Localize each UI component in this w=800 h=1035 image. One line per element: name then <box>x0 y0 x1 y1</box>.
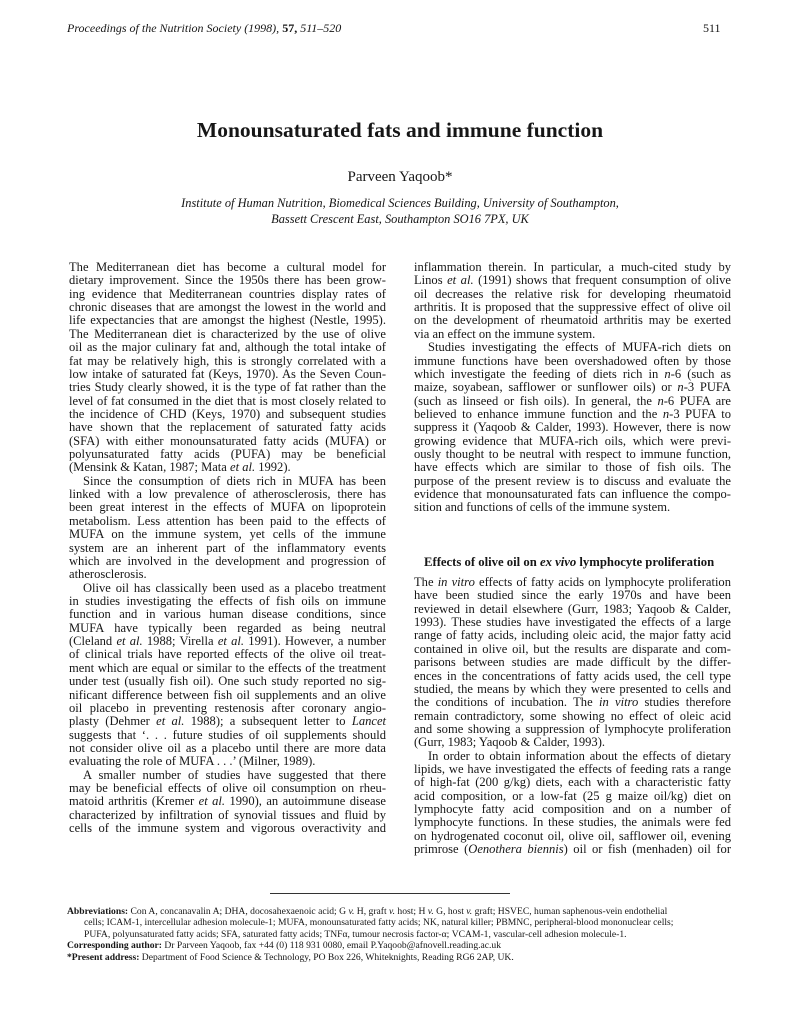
text-line <box>414 421 731 434</box>
text-run: have shown that the replacement of saturated fatty acids <box>69 420 386 435</box>
article-title: Monounsaturated fats and immune function <box>196 118 604 142</box>
text-run: parisons between studies are made difficult by the differ- <box>414 655 731 670</box>
text-line <box>414 763 731 776</box>
text-line <box>414 274 731 287</box>
text-run: H, graft <box>354 906 390 917</box>
text-line <box>67 929 747 940</box>
text-run: sition and functions of cells of the immune system. <box>414 500 671 515</box>
text-line <box>414 750 731 763</box>
text-line <box>414 461 731 474</box>
running-header-citation <box>67 21 341 36</box>
text-run: Linos <box>414 273 448 288</box>
text-line <box>414 395 731 408</box>
text-line <box>69 475 386 488</box>
affiliation-line: Bassett Crescent East, Southampton SO16 7PX, UK <box>271 212 529 226</box>
text-line <box>414 435 731 448</box>
text-run: (Cleland <box>69 634 117 649</box>
text-line <box>69 742 386 755</box>
text-line <box>414 488 731 501</box>
text-run: ences in the concentrations of fatty acids used, the cell type <box>414 668 731 683</box>
text-line <box>69 715 386 728</box>
text-line <box>69 675 386 688</box>
journal-name: Proceedings of the Nutrition Society <box>67 21 242 35</box>
footnote-divider <box>270 893 510 894</box>
text-run: of high-fat (200 g/kg) diets, each with a characteristic fatty <box>414 775 731 790</box>
text-line <box>69 689 386 702</box>
text-run: metabolism. Less attention has been paid to the effects of <box>69 513 386 528</box>
text-run: under test (usually fish oil). One such study reported no sig- <box>69 674 386 689</box>
italic-text: n <box>677 380 684 395</box>
text-run: Effects of olive oil on <box>424 555 540 569</box>
italic-text: v. <box>348 906 355 917</box>
text-line <box>414 381 731 394</box>
text-run: believed to enhance immune function and the <box>414 406 663 421</box>
text-run: oil decreases the relative risk for developing rheumatoid <box>414 286 731 301</box>
text-run: immune functions have been overshadowed often by those <box>414 353 731 368</box>
text-run: Olive oil has classically been used as a placebo treatment <box>83 580 386 595</box>
text-line <box>69 648 386 661</box>
text-line <box>69 395 386 408</box>
text-line <box>69 368 386 381</box>
text-line <box>414 603 731 616</box>
right-column-section <box>414 576 731 857</box>
text-run: Studies investigating the effects of MUFA-rich diets on <box>428 340 731 355</box>
text-line <box>414 355 731 368</box>
text-run: polyunsaturated fatty acids (PUFA) may be beneficial <box>69 447 386 462</box>
text-line <box>414 448 731 461</box>
page-number: 511 <box>703 21 721 35</box>
italic-text: Lancet <box>351 714 387 729</box>
text-run: on the development of rheumatoid arthritis may be exerted <box>414 313 731 328</box>
text-line <box>414 261 731 274</box>
text-line <box>69 769 386 782</box>
text-line <box>414 629 731 642</box>
text-run: host; H <box>395 906 428 917</box>
text-line <box>414 843 731 856</box>
text-line <box>69 822 386 835</box>
affiliation-line: Institute of Human Nutrition, Biomedical Sciences Building, University of Southampton, <box>181 196 619 210</box>
text-run: Dr Parveen Yaqoob, fax +44 (0) 118 931 0080, email P.Yaqoob@afnovell.reading.ac.uk <box>161 940 502 952</box>
text-run: ment which are equal or similar to the effects of the treatment <box>69 660 386 675</box>
text-run: level of fat consumed in the diet that is most closely related to <box>69 393 386 408</box>
italic-text: et al. <box>198 794 226 809</box>
text-line <box>69 261 386 274</box>
text-line <box>69 448 386 461</box>
text-line <box>414 314 731 327</box>
text-run: primrose ( <box>414 842 469 857</box>
text-run: MUFA on the immune system, yet cells of the immune <box>69 527 386 542</box>
text-line <box>69 341 386 354</box>
italic-text: ex vivo <box>539 555 577 569</box>
italic-text: et al. <box>447 273 474 288</box>
text-line <box>414 723 731 736</box>
text-run: may be beneficial effects of olive oil consumption on rheu- <box>69 781 386 796</box>
text-run: 1992). <box>255 460 291 475</box>
text-line <box>69 608 386 621</box>
text-run: (1991) shows that frequent consumption of olive <box>473 273 731 288</box>
text-run: suppress it (Yaqoob & Calder, 1993). However, there is now <box>414 420 731 435</box>
text-run: fat may be relatively high, this is strongly correlated with a <box>69 353 386 368</box>
text-line <box>414 301 731 314</box>
text-line <box>414 803 731 816</box>
text-run: suggests that ‘. . . future studies of oil supplements should <box>69 727 386 742</box>
text-run: oil as the major culinary fat and, although the total intake of <box>69 340 386 355</box>
text-run: not consider olive oil as a placebo until there are more data <box>69 740 386 755</box>
text-run: cells; ICAM-1, intercellular adhesion molecule-1; MUFA, monounsaturated fatty acids; NK, natural killer; PBMNC, peripheral-blood mononuclear cells; <box>84 917 674 929</box>
text-line <box>69 328 386 341</box>
text-line <box>414 696 731 709</box>
text-run: have effects which are similar to those of fish oils. The <box>414 460 731 475</box>
text-run: maize, soyabean, safflower or sunflower oils) or <box>414 380 678 395</box>
text-line <box>69 755 386 768</box>
text-line <box>67 952 747 963</box>
text-run: Since the consumption of diets rich in MUFA has been <box>83 473 386 488</box>
text-run: The Mediterranean diet is characterized by the use of olive <box>69 326 386 341</box>
text-line <box>69 782 386 795</box>
text-run: Department of Food Science & Technology, PO Box 226, Whiteknights, Reading RG6 2AP, UK. <box>139 951 514 963</box>
text-line <box>69 595 386 608</box>
text-run: plasty (Dehmer <box>69 714 157 729</box>
text-line <box>69 515 386 528</box>
text-run: the conditions of incubation. The <box>414 695 599 710</box>
text-run: lipids, we have investigated the effects of feeding rats a range <box>414 762 731 777</box>
footnotes <box>67 906 747 963</box>
text-line <box>69 488 386 501</box>
text-line <box>414 736 731 749</box>
italic-text: et al. <box>116 634 143 649</box>
text-run: of clinical trials have reported effects of the olive oil treat- <box>69 647 386 662</box>
text-run: A smaller number of studies have suggested that there <box>83 767 386 782</box>
text-run: on hydrogenated coconut oil, olive oil, safflower oil, evening <box>414 828 731 843</box>
text-line <box>414 368 731 381</box>
text-line <box>414 790 731 803</box>
text-run: tries Study clearly showed, it is the type of fat rather than the <box>69 380 386 395</box>
text-run: ) oil or fish (menhaden) oil for <box>563 842 732 857</box>
text-run: evidence that monounsaturated fats can influence the compo- <box>414 487 731 502</box>
text-line <box>414 643 731 656</box>
text-line <box>69 274 386 287</box>
text-run: range of fatty acids, including oleic acid, the major fatty acid <box>414 628 731 643</box>
italic-text: v. <box>389 906 395 917</box>
italic-text: n <box>657 393 664 408</box>
text-run: lymphocyte proliferation <box>576 555 715 569</box>
text-line <box>69 635 386 648</box>
text-line <box>69 662 386 675</box>
text-line <box>414 683 731 696</box>
journal-year: (1998), <box>244 21 280 35</box>
text-line <box>67 917 747 928</box>
text-run: ing evidence that Mediterranean countries display rates of <box>69 286 386 301</box>
text-line <box>414 341 731 354</box>
italic-text: in vitro <box>437 575 475 589</box>
text-line <box>69 301 386 314</box>
text-line <box>69 528 386 541</box>
italic-text: et al. <box>156 714 185 729</box>
text-line <box>414 328 731 341</box>
bold-label: Abbreviations: <box>67 906 129 917</box>
text-run: 1991). However, a number <box>244 634 386 649</box>
text-run: The <box>414 575 438 589</box>
text-line <box>414 475 731 488</box>
text-line <box>414 816 731 829</box>
text-run: linked with a low prevalence of atherosclerosis, there has <box>69 487 386 502</box>
bold-label: *Present address: <box>67 951 140 963</box>
text-run: Con A, concanavalin A; DHA, docosahexaenoic acid; G <box>128 906 349 917</box>
text-run: chronic diseases that are amongst the lowest in the world and <box>69 300 386 315</box>
section-heading <box>424 555 714 570</box>
italic-text: n <box>664 366 671 381</box>
journal-pages: 511–520 <box>300 21 342 35</box>
text-line <box>69 408 386 421</box>
text-run: studied, the means by which they were presented to cells and <box>414 681 731 696</box>
text-run: inflammation therein. In particular, a much-cited study by <box>414 260 731 274</box>
text-line <box>414 656 731 669</box>
right-column-intro <box>414 261 731 515</box>
italic-text: et al. <box>217 634 245 649</box>
text-line <box>69 542 386 555</box>
text-line <box>414 616 731 629</box>
text-line <box>69 582 386 595</box>
author-name: Parveen Yaqoob* <box>347 169 453 185</box>
text-line <box>414 408 731 421</box>
text-line <box>69 421 386 434</box>
text-run: which investigate the feeding of diets rich in <box>414 366 665 381</box>
text-run: acid composition, or a low-fat (25 g maize oil/kg) diet on <box>414 788 731 803</box>
text-line <box>69 622 386 635</box>
text-run: In order to obtain information about the effects of dietary <box>428 748 731 763</box>
text-run: 1988; Virella <box>142 634 218 649</box>
text-line <box>69 555 386 568</box>
text-run: -3 PUFA to <box>669 406 731 421</box>
text-run: function and in various human disease conditions, since <box>69 607 386 622</box>
text-run: via an effect on the immune system. <box>414 326 596 341</box>
text-line <box>67 940 747 951</box>
text-run: the incidence of CHD (Keys, 1970) and subsequent studies <box>69 406 386 421</box>
text-line <box>69 702 386 715</box>
text-line <box>69 501 386 514</box>
text-run: The Mediterranean diet has become a cultural model for <box>69 260 386 274</box>
text-run: studies therefore <box>638 695 731 710</box>
italic-text: et al. <box>230 460 256 475</box>
italic-text: v. <box>466 906 473 917</box>
text-run: oil placebo in preventing restenosis after coronary angio- <box>69 700 386 715</box>
text-run: and some showing a suppression of lymphocyte proliferation <box>414 721 731 736</box>
text-run: effects of fatty acids on lymphocyte proliferation <box>474 575 731 589</box>
text-line <box>67 906 747 917</box>
text-run: in studies investigating the effects of fish oils on immune <box>69 593 386 608</box>
text-run: ously thought to be neutral with respect to immune function, <box>414 447 731 462</box>
text-run: graft; HSVEC, human saphenous-vein endothelial <box>472 906 668 917</box>
text-run: reviewed in detail elsewhere (Gurr, 1983; Yaqoob & Calder, <box>414 601 731 616</box>
text-run: contained in olive oil, but the results are disparate and com- <box>414 641 731 656</box>
text-line <box>414 670 731 683</box>
text-run: system are an inherent part of the inflammatory events <box>69 540 386 555</box>
text-run: -3 PUFA <box>683 380 731 395</box>
text-run: (Gurr, 1983; Yaqoob & Calder, 1993). <box>414 735 606 750</box>
italic-text: n <box>662 406 670 421</box>
text-line <box>69 381 386 394</box>
italic-text: in vitro <box>598 695 639 710</box>
text-run: (Mensink & Katan, 1987; Mata <box>69 460 230 475</box>
text-run: low intake of saturated fat (Keys, 1970). As the Seven Coun- <box>69 366 386 381</box>
text-line <box>414 576 731 589</box>
text-run: 1993). These studies have investigated the effects of a large <box>414 615 731 630</box>
text-run: purpose of the present review is to discuss and evaluate the <box>414 473 731 488</box>
text-line <box>69 729 386 742</box>
text-run: life expectancies that are amongst the highest (Nestle, 1995). <box>69 313 386 328</box>
text-run: -6 (such as <box>670 366 731 381</box>
text-run: matoid arthritis (Kremer <box>69 794 199 809</box>
text-run: 1988); a subsequent letter to <box>184 714 352 729</box>
text-run: (such as linseed or fish oils). In general, the <box>414 393 658 408</box>
text-run: growing evidence that MUFA-rich oils, which were previ- <box>414 433 731 448</box>
text-run: characterized by infiltration of synovial tissues and fluid by <box>69 807 386 822</box>
text-run: lymphocyte fatty acid composition and on a number of <box>414 802 731 817</box>
text-run: been great interest in the effects of MUFA on lipoprotein <box>69 500 386 515</box>
text-line <box>414 501 731 514</box>
text-run: lymphocyte functions. In these studies, the animals were fed <box>414 815 731 830</box>
text-line <box>414 589 731 602</box>
text-line <box>414 776 731 789</box>
text-line <box>69 314 386 327</box>
text-run: dietary improvement. Since the 1950s there has been grow- <box>69 273 386 288</box>
text-line <box>69 568 386 581</box>
text-run: have been studied since the early 1970s and have been <box>414 588 731 603</box>
text-run: cells of the immune system and vigorous overactivity and <box>69 821 386 836</box>
text-line <box>69 435 386 448</box>
text-run: (SFA) with either monounsaturated fatty acids (MUFA) or <box>69 433 386 448</box>
text-run: evaluating the role of MUFA . . .’ (Milner, 1989). <box>69 754 316 769</box>
text-run: 1990), an autoimmune disease <box>225 794 386 809</box>
text-line <box>69 809 386 822</box>
italic-text: Oenothera biennis <box>468 842 564 857</box>
text-run: G, host <box>433 906 467 917</box>
text-line <box>69 461 386 474</box>
text-run: nificant difference between fish oil supplements and an olive <box>69 687 386 702</box>
text-line <box>69 355 386 368</box>
left-column <box>69 261 386 835</box>
text-line <box>414 710 731 723</box>
text-run: MUFA have typically been regarded as being neutral <box>69 620 386 635</box>
text-run: arthritis. It is proposed that the suppressive effect of olive oil <box>414 300 731 315</box>
text-run: remain contradictory, some showing no effect of oleic acid <box>414 708 731 723</box>
italic-text: v. <box>427 906 434 917</box>
text-line <box>414 288 731 301</box>
text-line <box>69 288 386 301</box>
text-line <box>69 795 386 808</box>
text-run: atherosclerosis. <box>69 567 147 582</box>
bold-label: Corresponding author: <box>67 940 162 952</box>
text-run: PUFA, polyunsaturated fatty acids; SFA, saturated fatty acids; TNFα, tumour necrosis factor-α; VCAM-1, vascular-cell adhesion molecule-1. <box>84 928 627 940</box>
text-line <box>414 830 731 843</box>
text-run: -6 PUFA are <box>663 393 731 408</box>
journal-volume: 57, <box>282 21 298 35</box>
text-run: which are involved in the development and progression of <box>69 553 386 568</box>
